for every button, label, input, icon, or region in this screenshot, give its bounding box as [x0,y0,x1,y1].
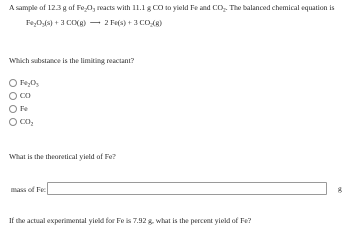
radio-button[interactable] [9,92,17,100]
eq-sub-2: 3 [41,22,45,29]
option-label: Fe [20,104,28,113]
eq-text-a: Fe [26,18,34,27]
mass-of-fe-input-box[interactable] [47,182,327,195]
reaction-arrow-icon: ⟶ [89,18,101,27]
option-co2[interactable] [9,116,33,127]
eq-text-d: 2 Fe(s) + 3 CO [104,18,151,27]
balanced-equation [26,18,162,27]
option-fe2o3[interactable] [9,77,39,88]
option-co[interactable] [9,90,31,101]
eq-sub-3: 2 [150,22,153,29]
eq-text-c: (s) + 3 CO(g) [44,18,86,27]
intro-sub-2: 3 [92,7,96,14]
radio-button[interactable] [9,105,17,113]
option-fe[interactable] [9,103,28,114]
intro-text-d: . The balanced chemical equation is [225,3,335,12]
percent-yield-question: If the actual experimental yield for Fe is 7.92 g, what is the percent yield of Fe? [9,216,252,225]
mass-field-label: mass of Fe: [11,185,47,194]
radio-button[interactable] [9,118,17,126]
unit-label: g [338,184,342,193]
option-label: $Fe_2O_3$ [20,78,39,89]
eq-sub-1: 2 [33,22,37,29]
intro-sub-1: 2 [84,7,88,14]
eq-text-b: O [36,18,42,27]
problem-intro [9,3,334,12]
intro-text-c: reacts with 11.1 g CO to yield Fe and CO [95,3,224,12]
theoretical-yield-question: What is the theoretical yield of Fe? [9,152,116,161]
option-label: CO [20,91,31,100]
limiting-reactant-question: Which substance is the limiting reactant? [9,56,135,65]
intro-sub-3: 2 [223,7,226,14]
eq-text-e: (g) [152,18,162,27]
intro-text-a: A sample of 12.3 g of Fe [9,3,85,12]
mass-of-fe-input[interactable] [48,188,326,199]
intro-text-b: O [87,3,93,12]
radio-button[interactable] [9,79,17,87]
option-label: $CO_2$ [20,117,34,128]
